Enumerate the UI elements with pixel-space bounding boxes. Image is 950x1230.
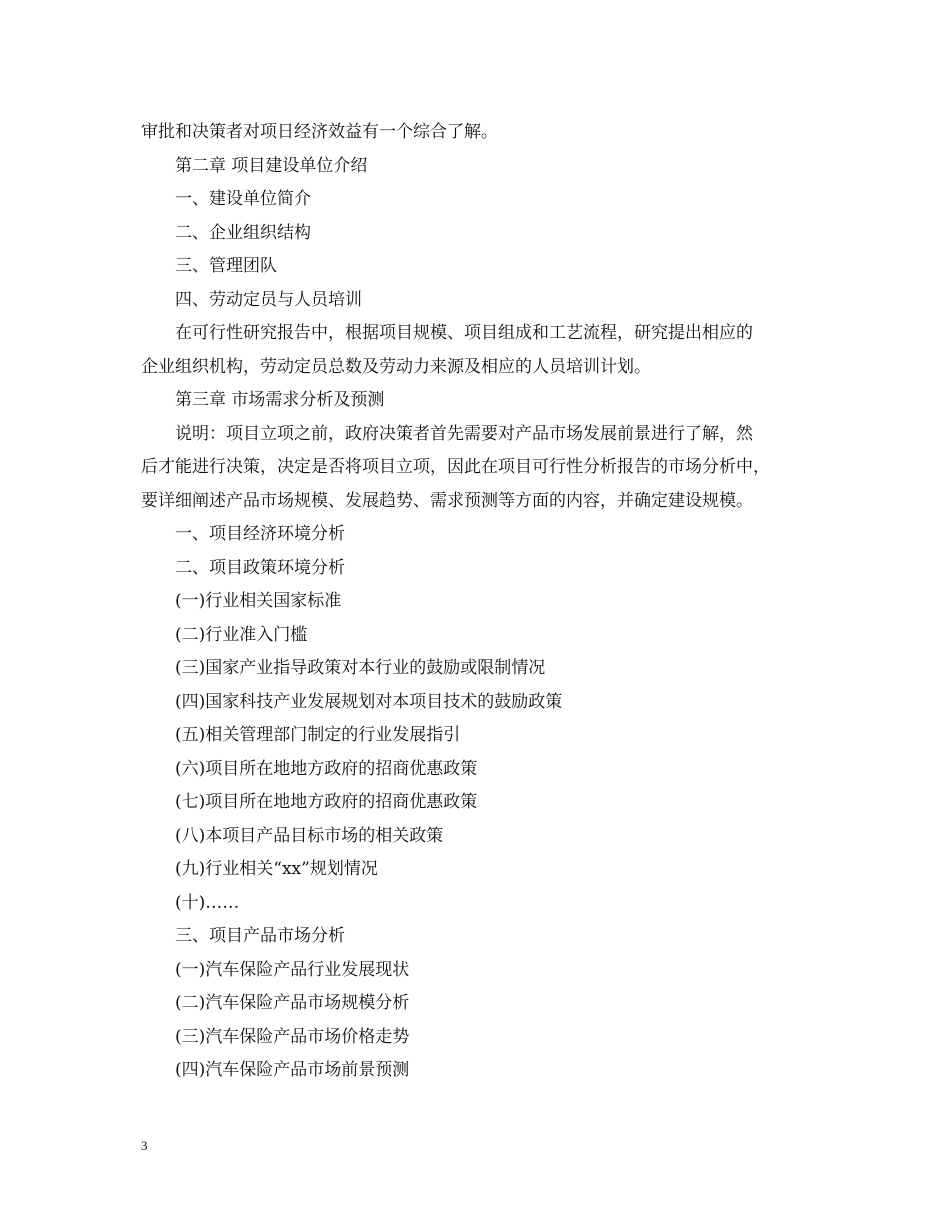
- list-item: (十)……: [175, 892, 240, 913]
- paragraph-line: 说明：项目立项之前，政府决策者首先需要对产品市场发展前景进行了解，然: [175, 423, 753, 444]
- paragraph-line: 要详细阐述产品市场规模、发展趋势、需求预测等方面的内容，并确定建设规模。: [141, 490, 753, 511]
- section-heading: 四、劳动定员与人员培训: [175, 289, 362, 310]
- paragraph-line: 在可行性研究报告中，根据项目规模、项目组成和工艺流程，研究提出相应的: [175, 323, 753, 343]
- list-item: (三)国家产业指导政策对本行业的鼓励或限制情况: [175, 658, 546, 678]
- paragraph-line: 审批和决策者对项日经济效益有一个综合了解。: [141, 122, 498, 142]
- paragraph-line: 企业组织机构，劳动定员总数及劳动力来源及相应的人员培训计划。: [141, 356, 651, 377]
- section-heading: 三、管理团队: [175, 256, 277, 276]
- section-heading: 二、项目政策环境分析: [175, 557, 345, 578]
- paragraph-line: 后才能进行决策，决定是否将项目立项，因此在项目可行性分析报告的市场分析中，: [141, 457, 770, 477]
- chapter-heading: 第二章 项目建设单位介绍: [175, 155, 368, 176]
- list-item: (一)汽车保险产品行业发展现状: [175, 959, 410, 980]
- list-item: (一)行业相关国家标准: [175, 591, 342, 611]
- section-heading: 一、建设单位简介: [175, 189, 311, 209]
- page-number: 3: [141, 1138, 148, 1153]
- chapter-heading: 第三章 市场需求分析及预测: [175, 390, 385, 410]
- list-item: (二)汽车保险产品市场规模分析: [175, 993, 410, 1013]
- list-item: (九)行业相关“xx”规划情况: [175, 859, 378, 879]
- list-item: (七)项目所在地地方政府的招商优惠政策: [175, 792, 478, 812]
- list-item: (四)国家科技产业发展规划对本项目技术的鼓励政策: [175, 691, 563, 712]
- list-item: (二)行业准入门槛: [175, 624, 308, 645]
- list-item: (四)汽车保险产品市场前景预测: [175, 1060, 410, 1080]
- list-item: (五)相关管理部门制定的行业发展指引: [175, 725, 461, 745]
- section-heading: 三、项目产品市场分析: [175, 926, 345, 946]
- list-item: (六)项目所在地地方政府的招商优惠政策: [175, 758, 478, 779]
- section-heading: 一、项目经济环境分析: [175, 524, 345, 544]
- section-heading: 二、企业组织结构: [175, 222, 311, 243]
- list-item: (三)汽车保险产品市场价格走势: [175, 1026, 410, 1047]
- list-item: (八)本项目产品目标市场的相关政策: [175, 825, 444, 846]
- document-body: [141, 116, 821, 1088]
